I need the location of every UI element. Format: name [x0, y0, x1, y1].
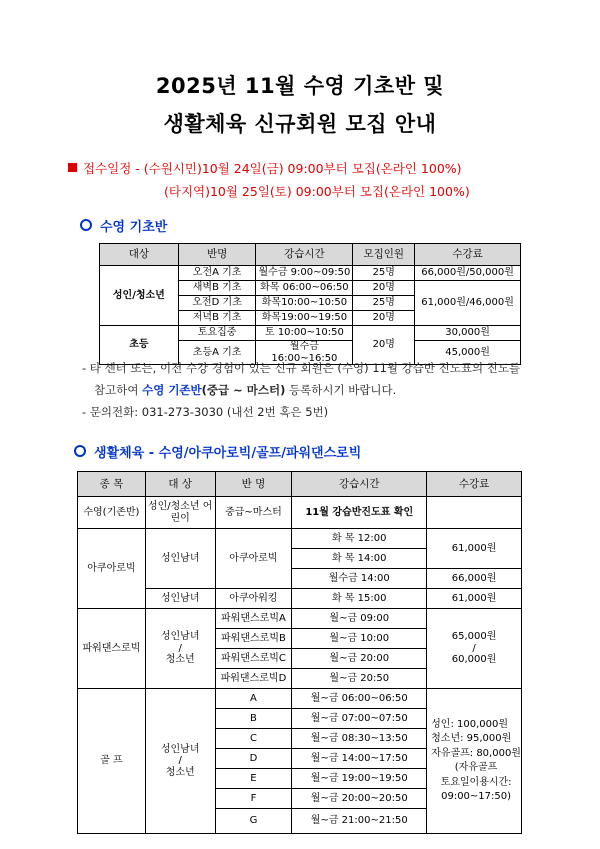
target-line: 성인남녀: [160, 743, 200, 755]
class-cell: A: [215, 689, 292, 709]
registration-schedule: [68, 157, 470, 203]
target-cell: 성인남녀: [145, 529, 215, 589]
class-cell: 파워댄스로빅D: [215, 669, 292, 689]
fee-cell: 66,000원: [427, 569, 522, 589]
note-1b-highlight: 수영 기존반: [142, 383, 202, 397]
sports-table: [77, 471, 522, 834]
class-cell: 저녁B 기초: [178, 311, 256, 326]
target-cell: 성인/청소년 어린이: [145, 497, 215, 529]
time-cell: 월~금 10:00: [292, 629, 427, 649]
sport-cell-aqua: 아쿠아로빅: [78, 529, 146, 609]
time-cell: 월~금 09:00: [292, 609, 427, 629]
circle-bullet-icon: [74, 445, 86, 457]
class-cell: C: [215, 729, 292, 749]
header-class: 반 명: [215, 472, 292, 497]
fee-line: 성인: 100,000원: [431, 718, 509, 730]
group-child: 초등: [100, 326, 179, 365]
header-time: 강습시간: [292, 472, 427, 497]
swim-basic-heading-text: 수영 기초반: [100, 220, 168, 235]
class-cell: 오전D 기초: [178, 296, 256, 311]
swim-basic-heading: [80, 216, 167, 235]
header-count: 모집인원: [353, 244, 415, 266]
time-cell: 월수금 14:00: [292, 569, 427, 589]
target-line: 청소년: [165, 766, 195, 778]
square-bullet-icon: [68, 163, 77, 172]
note-1b-post: 등록하시기 바랍니다.: [285, 383, 397, 397]
registration-label: 접수일정: [83, 161, 132, 176]
class-cell: 파워댄스로빅B: [215, 629, 292, 649]
time-cell: 화 목 14:00: [292, 549, 427, 569]
table-header-row: [100, 244, 521, 266]
fee-cell-golf: [427, 689, 522, 834]
fee-cell-power: [427, 609, 522, 689]
table-row: [78, 609, 522, 629]
count-cell: 20명: [353, 311, 415, 326]
fee-line: 청소년: 95,000원: [431, 733, 512, 744]
fee-shared-cell: 61,000원/46,000원: [415, 281, 521, 326]
time-cell: 월수금 9:00~09:50: [256, 266, 353, 281]
target-cell-golf: [145, 689, 215, 834]
fee-line: 자유골프: 80,000원: [431, 747, 521, 759]
table-row: [78, 529, 522, 549]
sport-cell-golf: 골 프: [78, 689, 146, 834]
fee-cell: 66,000원/50,000원: [415, 266, 521, 281]
class-cell: 파워댄스로빅C: [215, 649, 292, 669]
time-cell: 화 목 12:00: [292, 529, 427, 549]
fee-cell: 61,000원: [427, 589, 522, 609]
count-child-cell: 20명: [353, 326, 415, 365]
fee-cell: 30,000원: [415, 326, 521, 341]
time-cell: 월~금 06:00~06:50: [292, 689, 427, 709]
table-row: [78, 497, 522, 529]
time-cell: 월수금 16:00~16:50: [256, 341, 353, 365]
registration-line-1: - (수원시민)10월 24일(금) 09:00부터 모집(온라인 100%): [131, 161, 462, 176]
class-cell: 아쿠아로빅: [215, 529, 292, 589]
class-cell: 파워댄스로빅A: [215, 609, 292, 629]
title-line-1: 2025년 11월 수영 기초반 및: [155, 74, 445, 98]
fee-cell-empty: [427, 497, 522, 529]
time-cell: 월~금 20:00: [292, 649, 427, 669]
fee-cell: 45,000원: [415, 341, 521, 365]
target-line: /: [178, 755, 182, 767]
title-line-2: 생활체육 신규회원 모집 안내: [163, 112, 437, 136]
class-cell: F: [215, 789, 292, 809]
table-row: [100, 266, 521, 281]
note-1b-pre: 참고하여: [94, 383, 143, 397]
time-cell: 월~금 21:00~21:50: [292, 809, 427, 834]
time-cell: 월~금 14:00~17:50: [292, 749, 427, 769]
fee-line: 토요일이용시간:: [440, 776, 512, 788]
sports-heading-text: 생활체육 - 수영/아쿠아로빅/골프/파워댄스로빅: [94, 446, 362, 461]
table-row: [100, 326, 521, 341]
target-line: 성인남녀: [160, 631, 200, 643]
header-fee: 수강료: [415, 244, 521, 266]
time-cell: 월~금 20:00~20:50: [292, 789, 427, 809]
target-line: /: [178, 642, 182, 654]
class-cell: G: [215, 809, 292, 834]
note-1a: - 타 센터 또는, 이전 수강 경험이 있는 신규 회원은 (수영) 11월 강습반 진도표의 진도를: [82, 361, 521, 375]
count-cell: 25명: [353, 266, 415, 281]
note-1b: [82, 379, 520, 401]
header-fee: 수강료: [427, 472, 522, 497]
registration-line-2: (타지역)10월 25일(토) 09:00부터 모집(온라인 100%): [164, 184, 470, 199]
class-cell: 중급~마스터: [215, 497, 292, 529]
time-cell: 토 10:00~10:50: [256, 326, 353, 341]
class-cell: 아쿠아워킹: [215, 589, 292, 609]
class-cell: 새벽B 기초: [178, 281, 256, 296]
target-line: 청소년: [165, 654, 195, 666]
class-cell: 오전A 기초: [178, 266, 256, 281]
time-cell: 월~금 20:50: [292, 669, 427, 689]
fee-line: 65,000원: [451, 631, 497, 643]
class-cell: B: [215, 709, 292, 729]
sports-heading: [74, 442, 361, 461]
class-cell: D: [215, 749, 292, 769]
time-cell: 11월 강습반진도표 확인: [292, 497, 427, 529]
fee-cell: 61,000원: [427, 529, 522, 569]
note-1b-level: (중급 ~ 마스터): [201, 383, 286, 397]
header-class: 반명: [178, 244, 256, 266]
swim-basic-table: [99, 243, 521, 365]
time-cell: 월~금 08:30~13:50: [292, 729, 427, 749]
time-cell: 월~금 07:00~07:50: [292, 709, 427, 729]
time-cell: 화목10:00~10:50: [256, 296, 353, 311]
header-time: 강습시간: [256, 244, 353, 266]
count-cell: 25명: [353, 296, 415, 311]
time-cell: 월~금 19:00~19:50: [292, 769, 427, 789]
circle-bullet-icon: [80, 219, 92, 231]
target-cell: 성인남녀: [145, 589, 215, 609]
class-cell: 토요집중: [178, 326, 256, 341]
time-cell: 화목19:00~19:50: [256, 311, 353, 326]
fee-line: 60,000원: [451, 654, 497, 666]
sport-cell: 수영(기존반): [78, 497, 146, 529]
fee-line: (자유골프: [454, 762, 498, 773]
target-cell-power: [145, 609, 215, 689]
time-cell: 화 목 15:00: [292, 589, 427, 609]
class-cell: 초등A 기초: [178, 341, 256, 365]
swim-notes: [82, 357, 520, 423]
header-sport: 종 목: [78, 472, 146, 497]
header-target: 대상: [100, 244, 179, 266]
class-cell: E: [215, 769, 292, 789]
table-row: [78, 689, 522, 709]
time-cell: 화목 06:00~06:50: [256, 281, 353, 296]
table-header-row: [78, 472, 522, 497]
group-adult: 성인/청소년: [100, 266, 179, 326]
header-target: 대 상: [145, 472, 215, 497]
note-2-phone: - 문의전화: 031-273-3030 (내선 2번 혹은 5번): [82, 405, 329, 419]
count-cell: 20명: [353, 281, 415, 296]
sport-cell-power: 파워댄스로빅: [78, 609, 146, 689]
fee-line: 09:00~17:50): [441, 791, 512, 802]
fee-line: /: [472, 642, 476, 654]
